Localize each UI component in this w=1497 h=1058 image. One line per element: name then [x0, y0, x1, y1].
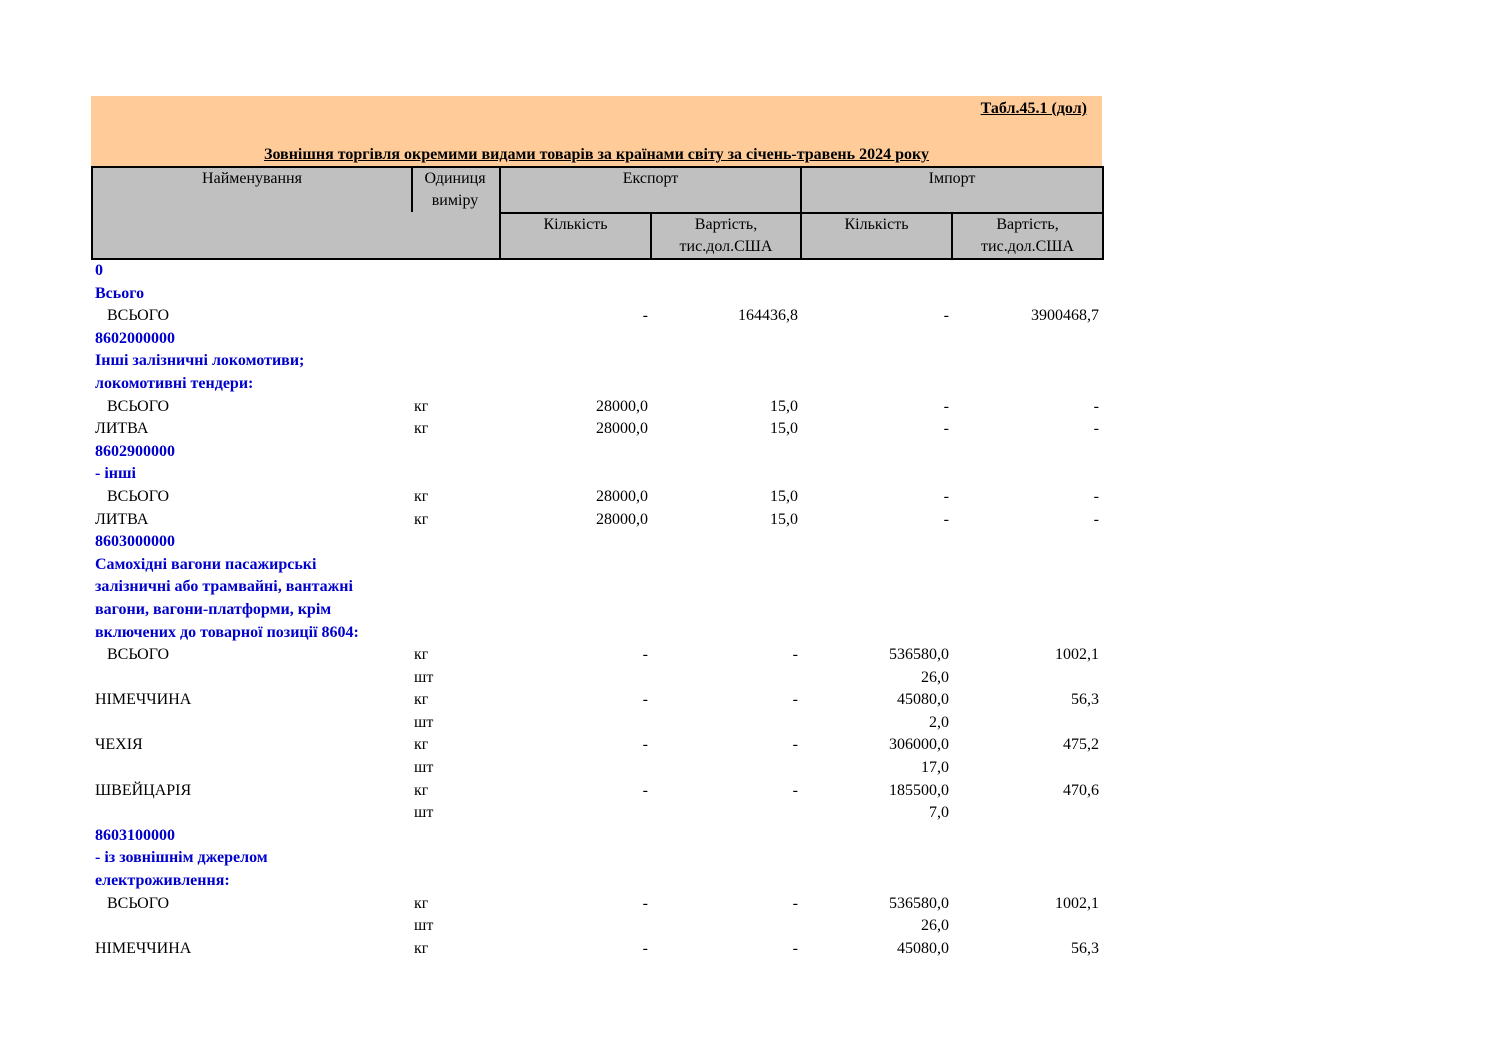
header-import-value: Вартість, тис.дол.США	[952, 213, 1103, 259]
import-value: -	[1093, 510, 1099, 528]
row-unit: кг	[414, 487, 429, 505]
import-value: 56,3	[1071, 691, 1099, 709]
row-unit: кг	[414, 420, 429, 438]
row-name: ЧЕХІЯ	[95, 736, 143, 754]
import-quantity: -	[943, 420, 949, 438]
export-value: -	[792, 646, 798, 664]
table-reference: Табл.45.1 (дол)	[980, 100, 1087, 117]
commodity-description-row	[91, 599, 1102, 622]
table-row	[91, 486, 1102, 509]
import-quantity: 17,0	[921, 759, 949, 777]
commodity-description: Інші залізничні локомотиви;	[95, 352, 305, 370]
export-value: -	[792, 736, 798, 754]
commodity-description: Всього	[95, 284, 145, 302]
commodity-description-row	[91, 847, 1102, 870]
import-quantity: 45080,0	[897, 691, 949, 709]
table-row	[91, 780, 1102, 803]
table-row	[91, 802, 1102, 825]
row-name: ВСЬОГО	[107, 487, 170, 505]
export-value: -	[792, 939, 798, 957]
commodity-description: - інші	[95, 465, 136, 483]
export-quantity: -	[642, 939, 648, 957]
table-row	[91, 893, 1102, 916]
import-value: -	[1093, 397, 1099, 415]
import-quantity: 2,0	[929, 713, 949, 731]
export-quantity: -	[642, 307, 648, 325]
header-import: Імпорт	[801, 167, 1103, 213]
table-row	[91, 509, 1102, 532]
table-row	[91, 689, 1102, 712]
export-value: 164436,8	[738, 307, 798, 325]
commodity-code-row	[91, 260, 1102, 283]
row-unit: кг	[414, 736, 429, 754]
table-row	[91, 305, 1102, 328]
row-unit: кг	[414, 510, 429, 528]
import-quantity: 45080,0	[897, 939, 949, 957]
import-quantity: 7,0	[929, 804, 949, 822]
commodity-code: 8603000000	[95, 533, 175, 551]
commodity-code: 8603100000	[95, 826, 175, 844]
table-row	[91, 396, 1102, 419]
table-row	[91, 667, 1102, 690]
import-value: 470,6	[1063, 781, 1099, 799]
export-quantity: -	[642, 781, 648, 799]
header-import-qty: Кількість	[801, 213, 952, 259]
table-title: Зовнішня торгівля окремими видами товарів за країнами світу за січень-травень 2024 року	[264, 146, 929, 163]
commodity-code: 0	[95, 262, 103, 279]
commodity-description-row	[91, 576, 1102, 599]
row-unit: шт	[414, 713, 434, 731]
commodity-description: вагони, вагони-платформи, крім	[95, 600, 332, 618]
header-export-qty: Кількість	[500, 213, 651, 259]
export-quantity: -	[642, 894, 648, 912]
row-unit: шт	[414, 668, 434, 686]
commodity-description-row	[91, 870, 1102, 893]
row-name: ВСЬОГО	[107, 894, 170, 912]
commodity-description: Самохідні вагони пасажирські	[95, 555, 317, 573]
row-name: ВСЬОГО	[107, 307, 170, 325]
export-quantity: -	[642, 691, 648, 709]
export-quantity: 28000,0	[596, 397, 648, 415]
commodity-description: локомотивні тендери:	[95, 374, 254, 392]
row-unit: кг	[414, 781, 429, 799]
row-unit: шт	[414, 804, 434, 822]
row-unit: шт	[414, 917, 434, 935]
commodity-code-row	[91, 531, 1102, 554]
commodity-description: електроживлення:	[95, 872, 230, 890]
commodity-code-row	[91, 825, 1102, 848]
header-name: Найменування	[92, 167, 411, 259]
row-unit: кг	[414, 939, 429, 957]
export-quantity: 28000,0	[596, 510, 648, 528]
row-name: ЛИТВА	[95, 420, 149, 438]
row-name: НІМЕЧЧИНА	[95, 939, 192, 957]
export-quantity: 28000,0	[596, 420, 648, 438]
row-unit: шт	[414, 759, 434, 777]
import-value: 1002,1	[1055, 646, 1099, 664]
row-name: НІМЕЧЧИНА	[95, 691, 192, 709]
export-value: 15,0	[770, 397, 798, 415]
row-name: ШВЕЙЦАРІЯ	[95, 781, 192, 799]
commodity-description-row	[91, 463, 1102, 486]
export-value: 15,0	[770, 510, 798, 528]
export-value: -	[792, 691, 798, 709]
table-row	[91, 712, 1102, 735]
commodity-description-row	[91, 283, 1102, 306]
table-body	[91, 260, 1102, 960]
export-value: 15,0	[770, 420, 798, 438]
row-unit: кг	[414, 691, 429, 709]
import-value: 3900468,7	[1031, 307, 1099, 325]
import-quantity: -	[943, 510, 949, 528]
commodity-description-row	[91, 350, 1102, 373]
row-unit: кг	[414, 646, 429, 664]
export-value: -	[792, 781, 798, 799]
import-quantity: 185500,0	[889, 781, 949, 799]
commodity-code-row	[91, 328, 1102, 351]
row-name: ЛИТВА	[95, 510, 149, 528]
import-quantity: -	[943, 397, 949, 415]
import-value: 56,3	[1071, 939, 1099, 957]
header-unit: Одиниця виміру	[411, 167, 500, 259]
row-name: ВСЬОГО	[107, 397, 170, 415]
column-header	[91, 166, 1104, 260]
header-export-value: Вартість, тис.дол.США	[651, 213, 801, 259]
row-unit: кг	[414, 397, 429, 415]
row-unit: кг	[414, 894, 429, 912]
import-quantity: 26,0	[921, 668, 949, 686]
table-banner	[91, 96, 1102, 166]
table-row	[91, 644, 1102, 667]
commodity-description: залізничні або трамвайні, вантажні	[95, 578, 353, 596]
import-value: 1002,1	[1055, 894, 1099, 912]
export-value: 15,0	[770, 487, 798, 505]
import-quantity: -	[943, 487, 949, 505]
commodity-code: 8602900000	[95, 442, 175, 460]
export-value: -	[792, 894, 798, 912]
table-row	[91, 915, 1102, 938]
import-quantity: 536580,0	[889, 894, 949, 912]
table-row	[91, 757, 1102, 780]
commodity-description-row	[91, 622, 1102, 645]
import-value: -	[1093, 420, 1099, 438]
export-quantity: 28000,0	[596, 487, 648, 505]
table-row	[91, 734, 1102, 757]
table-row	[91, 418, 1102, 441]
commodity-description-row	[91, 373, 1102, 396]
table-row	[91, 938, 1102, 961]
export-quantity: -	[642, 646, 648, 664]
import-quantity: -	[943, 307, 949, 325]
commodity-description: - із зовнішнім джерелом	[95, 849, 268, 867]
header-export: Експорт	[500, 167, 801, 213]
import-quantity: 306000,0	[889, 736, 949, 754]
export-quantity: -	[642, 736, 648, 754]
commodity-code-row	[91, 441, 1102, 464]
import-value: -	[1093, 487, 1099, 505]
import-quantity: 536580,0	[889, 646, 949, 664]
commodity-description: включених до товарної позиції 8604:	[95, 623, 359, 641]
trade-table-page	[91, 96, 1102, 960]
import-quantity: 26,0	[921, 917, 949, 935]
commodity-code: 8602000000	[95, 329, 175, 347]
import-value: 475,2	[1063, 736, 1099, 754]
commodity-description-row	[91, 554, 1102, 577]
row-name: ВСЬОГО	[107, 646, 170, 664]
